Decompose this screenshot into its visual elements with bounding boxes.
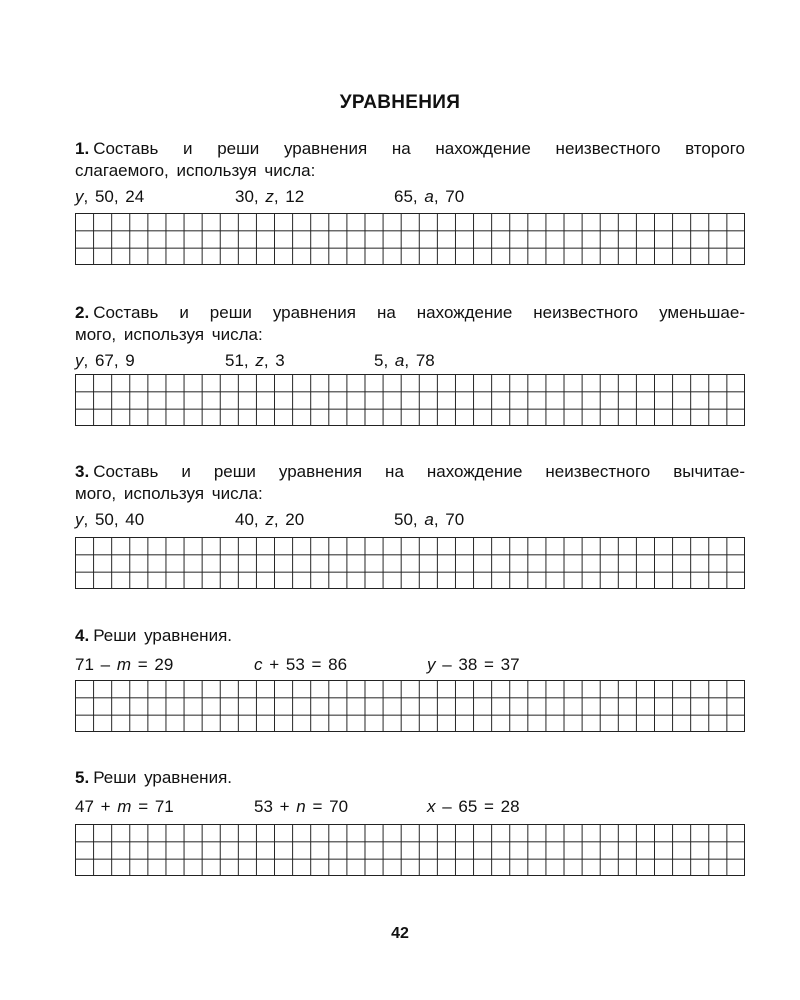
- task-prompt: 4. Реши уравнения.: [75, 626, 232, 645]
- number-set: 40, z, 20: [235, 510, 305, 529]
- task-2: [75, 302, 745, 373]
- task-items: [75, 351, 745, 373]
- answer-grid[interactable]: [75, 680, 745, 732]
- task-number: 5.: [75, 768, 90, 787]
- task-prompt: 2. Составь и реши уравнения на нахождение неизвестного уменьшае- мого, используя числа:: [75, 303, 745, 344]
- answer-grid[interactable]: [75, 374, 745, 426]
- number-set: 50, a, 70: [394, 510, 465, 529]
- answer-grid[interactable]: [75, 213, 745, 265]
- task-number: 1.: [75, 139, 90, 158]
- number-set: y, 67, 9: [75, 351, 135, 370]
- task-prompt: 5. Реши уравнения.: [75, 768, 232, 787]
- task-3: [75, 461, 745, 532]
- number-set: 51, z, 3: [225, 351, 285, 370]
- task-prompt: 1. Составь и реши уравнения на нахождение неизвестного второго слагаемого, используя числа:: [75, 139, 745, 180]
- task-1: [75, 138, 745, 209]
- equation: c + 53 = 86: [254, 655, 348, 674]
- number-set: y, 50, 24: [75, 187, 145, 206]
- number-set: 30, z, 12: [235, 187, 305, 206]
- page-title: УРАВНЕНИЯ: [339, 92, 461, 113]
- task-items: [75, 797, 745, 819]
- equation: 53 + n = 70: [254, 797, 349, 816]
- task-number: 4.: [75, 626, 90, 645]
- task-number: 3.: [75, 462, 90, 481]
- page-number: 42: [391, 925, 409, 942]
- number-set: 65, a, 70: [394, 187, 465, 206]
- equation: x – 65 = 28: [427, 797, 520, 816]
- equation: 47 + m = 71: [75, 797, 174, 816]
- task-items: [75, 510, 745, 532]
- answer-grid[interactable]: [75, 537, 745, 589]
- equation: y – 38 = 37: [427, 655, 520, 674]
- task-items: [75, 187, 745, 209]
- answer-grid[interactable]: [75, 824, 745, 876]
- task-prompt: 3. Составь и реши уравнения на нахождение неизвестного вычитае- мого, используя числа:: [75, 462, 745, 503]
- task-number: 2.: [75, 303, 90, 322]
- task-4: [75, 625, 745, 677]
- equation: 71 – m = 29: [75, 655, 174, 674]
- number-set: y, 50, 40: [75, 510, 145, 529]
- task-items: [75, 655, 745, 677]
- number-set: 5, a, 78: [374, 351, 435, 370]
- task-5: [75, 767, 745, 819]
